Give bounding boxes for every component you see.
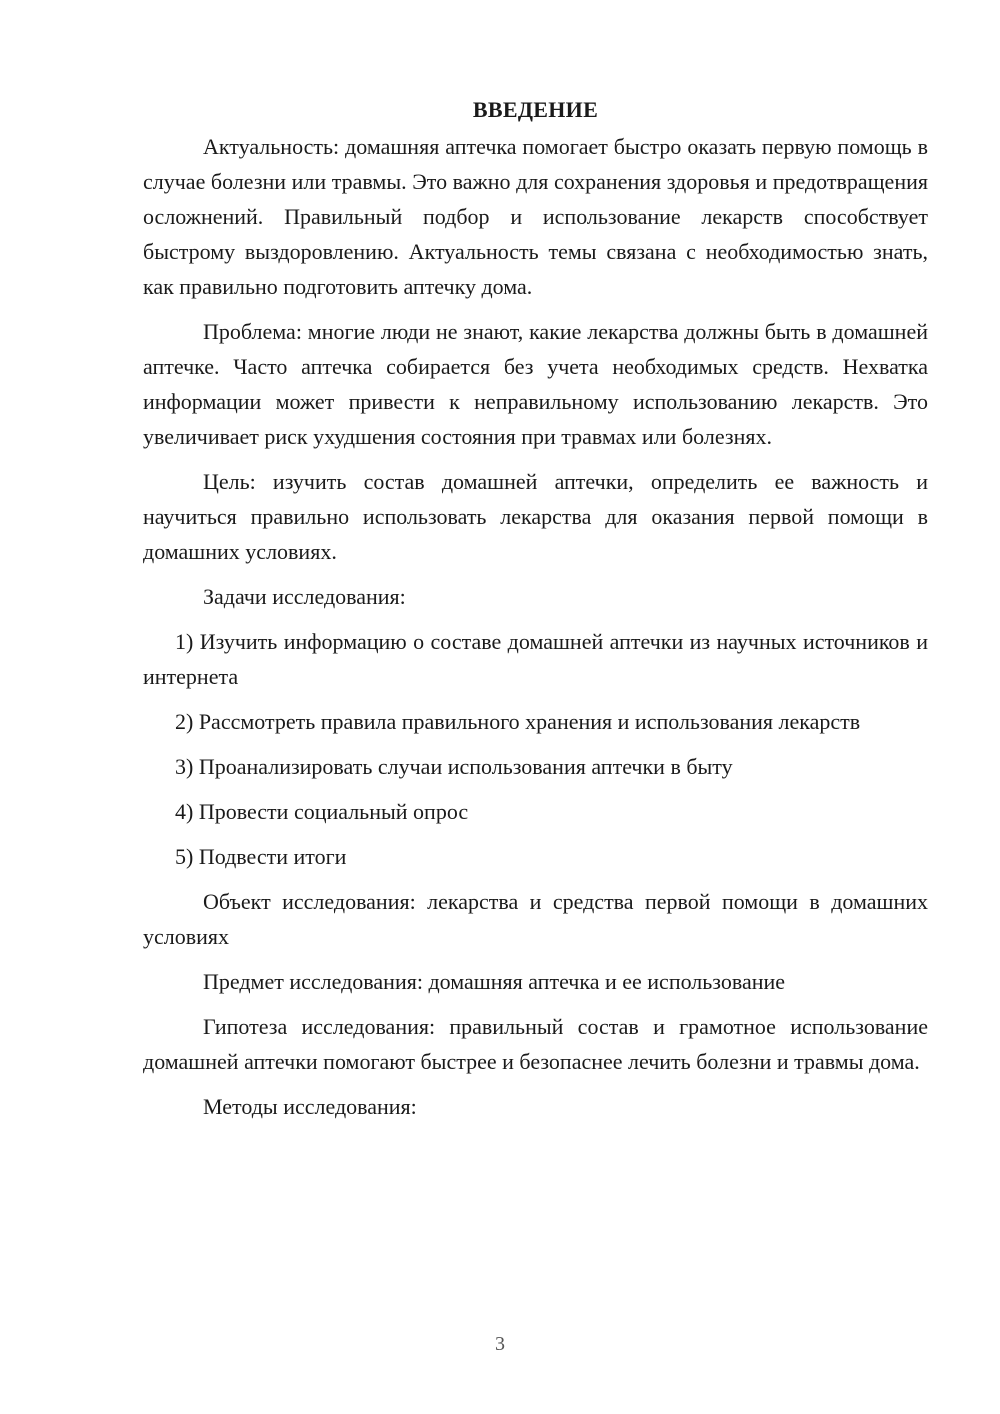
paragraph-subject: Предмет исследования: домашняя аптечка и ее использование: [203, 969, 786, 994]
task-item-1: 1) Изучить информацию о составе домашней аптечки из научных источников и интернета: [143, 629, 928, 689]
paragraph-goal: Цель: изучить состав домашней аптечки, определить ее важность и научиться правильно использовать лекарства для оказания первой помощи в домашних условиях.: [143, 469, 928, 564]
page-content: [143, 92, 928, 1134]
paragraph-relevance: Актуальность: домашняя аптечка помогает быстро оказать первую помощь в случае болезни или травмы. Это важно для сохранения здоровья и предотвращения осложнений. Правильный подбор и использование лекарств способствует быстрому выздоровлению. Актуальность темы связана с необходимостью знать, как правильно подготовить аптечку дома.: [143, 134, 928, 299]
section-heading: ВВЕДЕНИЕ: [472, 97, 599, 122]
paragraph-tasks-title: Задачи исследования:: [203, 584, 406, 609]
task-item-4: 4) Провести социальный опрос: [175, 799, 469, 824]
page-number: 3: [495, 1333, 505, 1355]
paragraph-hypothesis: Гипотеза исследования: правильный состав и грамотное использование домашней аптечки помогают быстрее и безопаснее лечить болезни и травмы дома.: [143, 1014, 928, 1074]
task-item-3: 3) Проанализировать случаи использования аптечки в быту: [175, 754, 733, 779]
task-item-2: 2) Рассмотреть правила правильного хранения и использования лекарств: [175, 709, 861, 734]
paragraph-object: Объект исследования: лекарства и средства первой помощи в домашних условиях: [143, 889, 928, 949]
task-item-5: 5) Подвести итоги: [175, 844, 347, 869]
paragraph-problem: Проблема: многие люди не знают, какие лекарства должны быть в домашней аптечке. Часто аптечка собирается без учета необходимых средств. Нехватка информации может привести к неправильному использованию лекарств. Это увеличивает риск ухудшения состояния при травмах или болезнях.: [143, 319, 928, 449]
paragraph-methods-title: Методы исследования:: [203, 1094, 417, 1119]
